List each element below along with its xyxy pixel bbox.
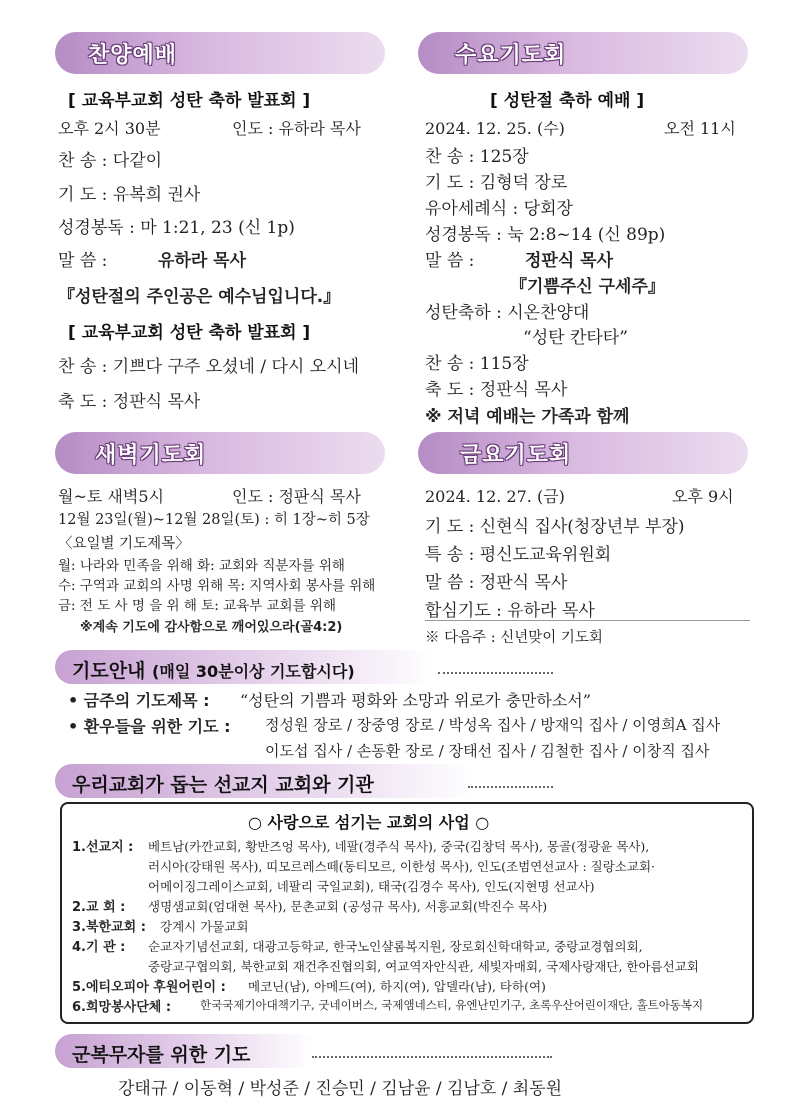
prayer-sick-line-2: 이도섭 집사 / 손동환 장로 / 장태선 집사 / 김철한 집사 / 이창직 집사	[265, 742, 710, 760]
worship-hymn-2: 찬 송 : 기쁘다 구주 오셨네 / 다시 오시네	[58, 357, 360, 377]
missions-dots	[468, 786, 553, 788]
worship-prayer: 기 도 : 유복희 권사	[58, 185, 201, 205]
mission-item-6	[72, 996, 171, 1015]
military-dots	[312, 1056, 552, 1058]
worship-benediction: 축 도 : 정판식 목사	[58, 392, 201, 412]
mission-item-2	[72, 896, 125, 915]
wednesday-note: ※ 저녁 예배는 가족과 함께	[425, 407, 630, 427]
prayer-sick-label: • 환우들을 위한 기도 :	[68, 717, 231, 736]
mission-line-1-1: 베트남(카깐교회, 황반즈엉 목사), 네팔(경주식 목사), 중국(김창덕 목사), 몽골(정광윤 목사),	[148, 839, 650, 854]
wednesday-hymn-2: 찬 송 : 115장	[425, 354, 529, 374]
mission-label-2: 2.교 회 :	[72, 900, 126, 915]
dawn-verse: ※계속 기도에 감사함으로 깨어있으라(골4:2)	[80, 620, 343, 635]
mission-line-1-3: 어메이징그레이스교회, 네팔리 국일교회), 태국(김경수 목사), 인도(지현명 선교사)	[148, 879, 595, 894]
friday-special: 특 송 : 평신도교육위원회	[425, 545, 612, 565]
wednesday-sermon: 정판식 목사	[525, 251, 614, 271]
mission-item-3	[72, 916, 146, 935]
wednesday-celebration: 성탄축하 : 시온찬양대	[425, 303, 590, 323]
wednesday-benediction: 축 도 : 정판식 목사	[425, 380, 568, 400]
dawn-range: 12월 23일(월)~12월 28일(토) : 히 1장~히 5장	[58, 512, 370, 528]
dawn-title: 새벽기도회	[95, 443, 207, 468]
worship-scripture: 성경봉독 : 마 1:21, 23 (신 1p)	[58, 218, 295, 238]
friday-united-prayer: 합심기도 : 유하라 목사	[425, 601, 595, 621]
mission-item-1	[72, 836, 133, 855]
wednesday-scripture: 성경봉독 : 눅 2:8~14 (신 89p)	[425, 225, 666, 245]
mission-label-4: 4.기 관 :	[72, 940, 126, 955]
prayer-weekly: “성탄의 기쁨과 평화와 소망과 위로가 충만하소서”	[240, 691, 591, 710]
prayer-guide-title-main: 기도안내	[72, 660, 146, 682]
mission-line-6-1: 한국국제기아대책기구, 굿네이버스, 국제앰네스티, 유엔난민기구, 초록우산어린이재단, 홀트아동복지	[200, 998, 704, 1012]
mission-line-3-1: 강계시 가물교회	[160, 919, 249, 934]
wednesday-sermon-title: 『기쁨주신 구세주』	[510, 277, 665, 297]
dawn-topic-1: 월: 나라와 민족을 위해 화: 교회와 직분자를 위해	[58, 558, 345, 574]
wednesday-cantata: “성탄 칸타타”	[523, 328, 628, 348]
worship-subtitle-2: [ 교육부교회 성탄 축하 발표회 ]	[68, 323, 311, 343]
mission-label-1: 1.선교지 :	[72, 840, 134, 855]
mission-line-5-1: 메코닌(남), 아메드(여), 하지(여), 압델라(남), 타하(여)	[248, 979, 546, 994]
wednesday-infant-baptism: 유아세례식 : 당회장	[425, 199, 573, 219]
military-names: 강태규 / 이동혁 / 박성준 / 진승민 / 김남윤 / 김남호 / 최동원	[118, 1079, 563, 1099]
friday-divider	[425, 620, 750, 621]
prayer-sick-line-1: 정성원 장로 / 장중영 장로 / 박성옥 집사 / 방재익 집사 / 이영희A 집사	[265, 716, 721, 734]
worship-time: 오후 2시 30분	[58, 119, 161, 138]
mission-label-6: 6.희망봉사단체 :	[72, 1000, 172, 1015]
mission-line-1-2: 러시아(강태원 목사), 띠모르레스떼(동티모르, 이한성 목사), 인도(조범연선교사 : 질랑소교회·	[148, 859, 656, 874]
mission-line-4-1: 순교자기념선교회, 대광고등학교, 한국노인샬롬복지원, 장로회신학대학교, 중랑교경협의회,	[148, 939, 643, 954]
wednesday-title: 수요기도회	[455, 43, 567, 68]
worship-leader: 인도 : 유하라 목사	[232, 119, 361, 138]
wednesday-sermon-label: 말 씀 :	[425, 251, 475, 271]
worship-sermon-label: 말 씀 :	[58, 251, 108, 271]
worship-hymn: 찬 송 : 다같이	[58, 151, 163, 171]
wednesday-subtitle: [ 성탄절 축하 예배 ]	[490, 91, 645, 111]
worship-sermon: 유하라 목사	[158, 251, 247, 271]
dawn-schedule: 월~토 새벽5시	[58, 487, 164, 506]
military-title: 군복무자를 위한 기도	[72, 1044, 251, 1066]
mission-item-4	[72, 936, 125, 955]
prayer-guide-title	[72, 656, 355, 683]
prayer-guide-dots	[438, 672, 553, 674]
mission-line-2-1: 생명샘교회(엄대현 목사), 문촌교회 (공성규 목사), 서흥교회(박진수 목사)	[148, 899, 548, 914]
mission-item-5	[72, 976, 226, 995]
wednesday-date: 2024. 12. 25. (수)	[425, 119, 565, 138]
friday-prayer: 기 도 : 신현식 집사(청장년부 부장)	[425, 517, 685, 537]
worship-title: 찬양예배	[88, 43, 178, 68]
mission-line-4-2: 중랑교구협의회, 북한교회 재건추진협의회, 여교역자안식관, 세빛자매회, 국제사랑재단, 한아름선교회	[148, 959, 699, 974]
mission-label-5: 5.에티오피아 후원어린이 :	[72, 980, 226, 995]
missions-box-title: ○ 사랑으로 섬기는 교회의 사업 ○	[248, 813, 490, 832]
friday-date: 2024. 12. 27. (금)	[425, 487, 565, 506]
friday-next: ※ 다음주 : 신년맞이 기도회	[425, 630, 603, 646]
dawn-topic-3: 금: 전 도 사 명 을 위 해 토: 교육부 교회를 위해	[58, 598, 336, 614]
wednesday-hymn: 찬 송 : 125장	[425, 147, 529, 167]
prayer-guide-title-note: (매일 30분이상 기도합시다)	[152, 662, 355, 681]
dawn-topics-title: 〈요일별 기도제목〉	[58, 536, 190, 552]
worship-subtitle-1: [ 교육부교회 성탄 축하 발표회 ]	[68, 91, 311, 111]
wednesday-prayer: 기 도 : 김형덕 장로	[425, 173, 568, 193]
friday-time: 오후 9시	[672, 487, 734, 506]
mission-label-3: 3.북한교회 :	[72, 920, 146, 935]
prayer-weekly-label: • 금주의 기도제목 :	[68, 691, 210, 710]
dawn-topic-2: 수: 구역과 교회의 사명 위해 목: 지역사회 봉사를 위해	[58, 578, 376, 594]
friday-title: 금요기도회	[460, 443, 572, 468]
worship-sermon-title: 『성탄절의 주인공은 예수님입니다.』	[58, 287, 341, 307]
wednesday-time: 오전 11시	[664, 119, 736, 138]
missions-title: 우리교회가 돕는 선교지 교회와 기관	[72, 774, 374, 796]
friday-sermon: 말 씀 : 정판식 목사	[425, 573, 568, 593]
dawn-leader: 인도 : 정판식 목사	[232, 487, 361, 506]
